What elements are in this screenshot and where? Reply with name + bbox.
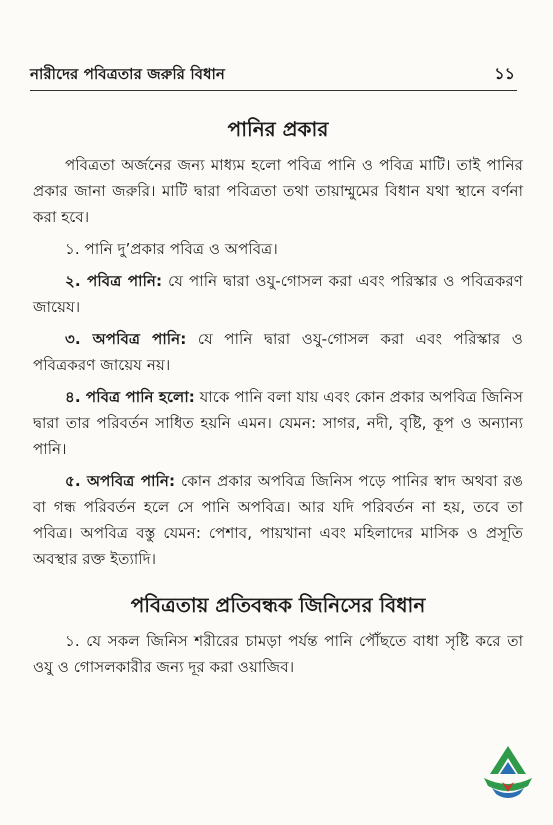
header-title: নারীদের পবিত্রতার জরুরি বিধান <box>30 65 225 83</box>
item-5-label: ৫. অপবিত্র পানি: <box>65 472 176 490</box>
running-header <box>30 64 517 91</box>
obstacle-item-1: ১. যে সকল জিনিস শরীরের চামড়া পর্যন্ত পানি পৌঁছতে বাধা সৃষ্টি করে তা ওযু ও গোসলকারীর জন্য দূর করা ওয়াজিব। <box>33 632 523 676</box>
page-body <box>33 114 523 686</box>
item-5-text: কোন প্রকার অপবিত্র জিনিস পড়ে পানির স্বাদ অথবা রঙ বা গন্ধ পরিবর্তন হলে সে পানি অপবিত্র। আর যদি পরিবর্তন না হয়, তবে তা পবিত্র। অপবিত্র বস্তু যেমন: পেশাব, পায়খানা এবং মহিলাদের মাসিক ও প্রসূতি অবস্থার রক্ত ইত্যাদি। <box>33 472 523 568</box>
publisher-logo-icon <box>478 742 538 804</box>
item-1 <box>33 236 523 262</box>
item-4-label: ৪. পবিত্র পানি হলো: <box>65 388 195 406</box>
item-3-label: ৩. অপবিত্র পানি: <box>65 330 187 348</box>
item-3-text: যে পানি দ্বারা ওযু-গোসল করা এবং পরিস্কার ও পবিত্রকরণ জায়েয নয়। <box>33 330 523 374</box>
section-heading-water-types: পানির প্রকার <box>227 117 329 141</box>
item-2-label: ২. পবিত্র পানি: <box>65 272 163 290</box>
item-1-text: ১. পানি দু’প্রকার পবিত্র ও অপবিত্র। <box>65 240 278 258</box>
page-number: ১১ <box>494 64 515 83</box>
item-2 <box>33 268 523 320</box>
item-4-text: যাকে পানি বলা যায় এবং কোন প্রকার অপবিত্র জিনিস দ্বারা তার পরিবর্তন সাধিত হয়নি এমন। যেমন: সাগর, নদী, বৃষ্টি, কূপ ও অন্যান্য পানি। <box>33 388 523 458</box>
item-3 <box>33 326 523 378</box>
item-5 <box>33 468 523 572</box>
intro-paragraph: পবিত্রতা অর্জনের জন্য মাধ্যম হলো পবিত্র পানি ও পবিত্র মাটি। তাই পানির প্রকার জানা জরুরি। মাটি দ্বারা পবিত্রতা তথা তায়াম্মুমের বিধান যথা স্থানে বর্ণনা করা হবে। <box>33 156 523 226</box>
section-heading-obstacles: পবিত্রতায় প্রতিবন্ধক জিনিসের বিধান <box>130 593 426 617</box>
item-4 <box>33 384 523 462</box>
item-2-text: যে পানি দ্বারা ওযু-গোসল করা এবং পরিস্কার ও পবিত্রকরণ জায়েয। <box>33 272 523 316</box>
